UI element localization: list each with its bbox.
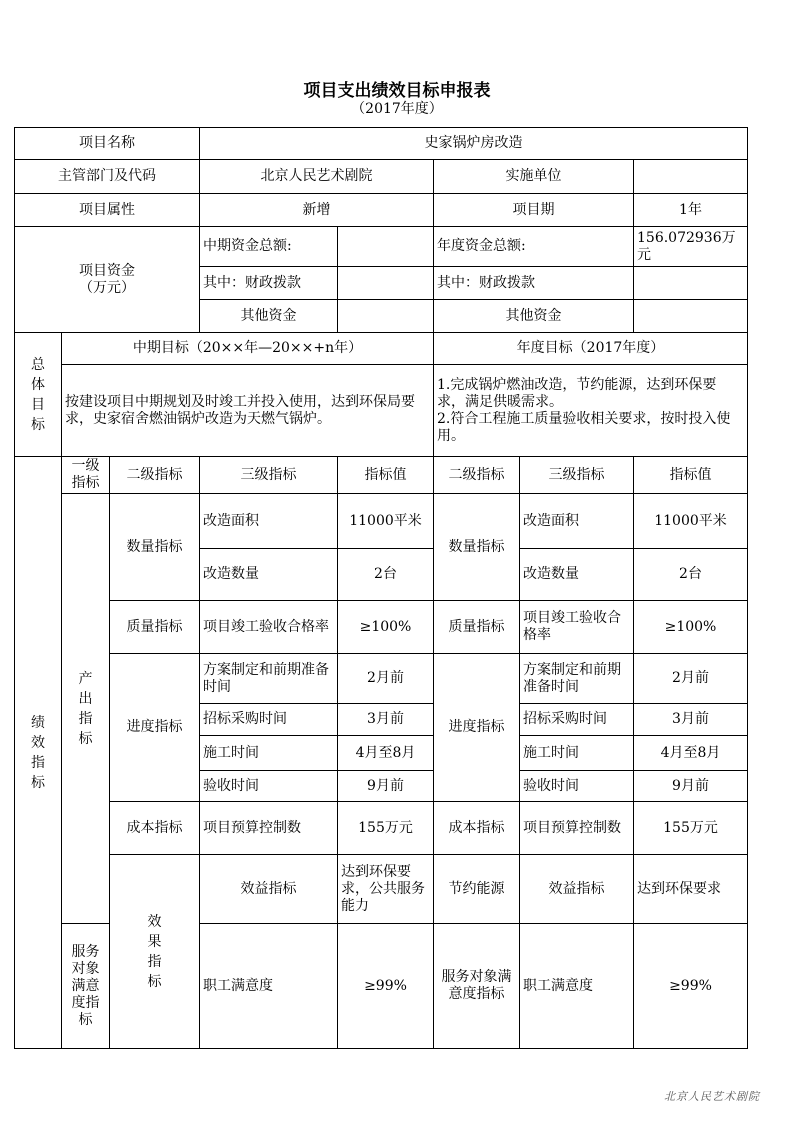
impl-unit-value <box>634 160 748 194</box>
output-indicator-label <box>62 494 110 924</box>
annual-item-1: 改造面积 <box>520 494 634 549</box>
mid-other-label: 其他资金 <box>200 300 338 333</box>
annual-goal-line-2: 2.符合工程施工质量验收相关要求，按时投入使用。 <box>437 410 731 444</box>
annual-value-4: 2月前 <box>634 654 748 704</box>
annual-item-10: 职工满意度 <box>520 924 634 1049</box>
funds-label <box>15 227 200 333</box>
progress-indicator-annual: 进度指标 <box>434 654 520 802</box>
annual-value-7: 9月前 <box>634 771 748 802</box>
quantity-indicator-annual: 数量指标 <box>434 494 520 601</box>
annual-item-5: 招标采购时间 <box>520 704 634 736</box>
project-name-label: 项目名称 <box>15 128 200 160</box>
watermark-stamp <box>664 1088 784 1112</box>
annual-item-6: 施工时间 <box>520 736 634 771</box>
benefit-indicator-annual: 效益指标 <box>520 855 634 924</box>
quality-indicator-mid: 质量指标 <box>110 601 200 654</box>
performance-target-table <box>14 127 748 1049</box>
mid-fiscal-label: 其中：财政拨款 <box>200 267 338 300</box>
page-subtitle: （2017年度） <box>351 101 443 117</box>
col-level3-mid: 三级指标 <box>200 457 338 494</box>
mid-value-8: 155万元 <box>338 802 434 855</box>
col-level1: 一级指标 <box>62 457 110 494</box>
col-value-annual: 指标值 <box>634 457 748 494</box>
quantity-indicator-mid: 数量指标 <box>110 494 200 601</box>
annual-item-9: 达到环保要求 <box>634 855 748 924</box>
annual-total-label: 年度资金总额: <box>434 227 634 267</box>
mid-value-2: 2台 <box>338 549 434 601</box>
mid-value-1: 11000平米 <box>338 494 434 549</box>
project-period-value: 1年 <box>634 194 748 227</box>
annual-item-8: 项目预算控制数 <box>520 802 634 855</box>
annual-item-7: 验收时间 <box>520 771 634 802</box>
mid-item-5: 招标采购时间 <box>200 704 338 736</box>
mid-goal-header: 中期目标（20××年—20××+n年） <box>62 333 434 365</box>
mid-item-1: 改造面积 <box>200 494 338 549</box>
project-attr-label: 项目属性 <box>15 194 200 227</box>
perf-side-text: 绩效指标 <box>31 714 45 791</box>
overall-side-text: 总体目标 <box>31 356 45 433</box>
funds-label-line2: （万元） <box>79 279 135 296</box>
mid-other-value <box>338 300 434 333</box>
satisfaction-indicator-mid: 服务对象满意度指标 <box>62 924 110 1049</box>
annual-other-value <box>634 300 748 333</box>
funds-label-line1: 项目资金 <box>79 262 135 279</box>
annual-value-1: 11000平米 <box>634 494 748 549</box>
quality-indicator-annual: 质量指标 <box>434 601 520 654</box>
page-title: 项目支出绩效目标申报表 <box>303 81 491 101</box>
mid-goal-text: 按建设项目中期规划及时竣工并投入使用，达到环保局要求，史家宿舍燃油锅炉改造为天燃气锅炉。 <box>62 365 434 457</box>
progress-indicator-mid: 进度指标 <box>110 654 200 802</box>
mid-total-value <box>338 227 434 267</box>
watermark-stamp-text: 北京人民艺术剧院 <box>664 1090 760 1103</box>
mid-item-2: 改造数量 <box>200 549 338 601</box>
benefit-indicator-mid: 效益指标 <box>200 855 338 924</box>
annual-fiscal-label: 其中：财政拨款 <box>434 267 634 300</box>
mid-value-4: 2月前 <box>338 654 434 704</box>
annual-value-2: 2台 <box>634 549 748 601</box>
col-level2-annual: 二级指标 <box>434 457 520 494</box>
mid-fiscal-value <box>338 267 434 300</box>
mid-value-6: 4月至8月 <box>338 736 434 771</box>
annual-value-3: ≥100% <box>634 601 748 654</box>
effect-side-text: 效果指标 <box>147 913 162 990</box>
impl-unit-label: 实施单位 <box>434 160 634 194</box>
annual-fiscal-value <box>634 267 748 300</box>
mid-item-4: 方案制定和前期准备时间 <box>200 654 338 704</box>
annual-item-4: 方案制定和前期准备时间 <box>520 654 634 704</box>
mid-item-8: 项目预算控制数 <box>200 802 338 855</box>
mid-item-3: 项目竣工验收合格率 <box>200 601 338 654</box>
annual-goal-line-1: 1.完成锅炉燃油改造，节约能源，达到环保要求，满足供暖需求。 <box>437 376 717 410</box>
dept-label: 主管部门及代码 <box>15 160 200 194</box>
project-attr-value: 新增 <box>200 194 434 227</box>
annual-value-8: 155万元 <box>634 802 748 855</box>
mid-value-5: 3月前 <box>338 704 434 736</box>
col-value-mid: 指标值 <box>338 457 434 494</box>
annual-total-value: 156.072936万元 <box>634 227 748 267</box>
annual-item-2: 改造数量 <box>520 549 634 601</box>
annual-item-3: 项目竣工验收合格率 <box>520 601 634 654</box>
mid-value-3: ≥100% <box>338 601 434 654</box>
mid-value-10: ≥99% <box>338 924 434 1049</box>
mid-item-10: 职工满意度 <box>200 924 338 1049</box>
mid-value-7: 9月前 <box>338 771 434 802</box>
cost-indicator-mid: 成本指标 <box>110 802 200 855</box>
output-side-text: 产出指标 <box>78 670 93 747</box>
project-period-label: 项目期 <box>434 194 634 227</box>
cost-indicator-annual: 成本指标 <box>434 802 520 855</box>
mid-value-9: 节约能源 <box>434 855 520 924</box>
mid-item-6: 施工时间 <box>200 736 338 771</box>
annual-goal-header: 年度目标（2017年度） <box>434 333 748 365</box>
annual-goal-text <box>434 365 748 457</box>
col-level3-annual: 三级指标 <box>520 457 634 494</box>
mid-item-9: 达到环保要求，公共服务能力 <box>338 855 434 924</box>
mid-item-7: 验收时间 <box>200 771 338 802</box>
dept-value: 北京人民艺术剧院 <box>200 160 434 194</box>
overall-goal-side-label <box>15 333 62 457</box>
project-name-value: 史家锅炉房改造 <box>200 128 748 160</box>
satisfaction-indicator-annual: 服务对象满意度指标 <box>434 924 520 1049</box>
annual-value-10: ≥99% <box>634 924 748 1049</box>
mid-total-label: 中期资金总额: <box>200 227 338 267</box>
col-level2-mid: 二级指标 <box>110 457 200 494</box>
effect-indicator-label <box>110 855 200 1049</box>
performance-side-label <box>15 457 62 1049</box>
annual-value-5: 3月前 <box>634 704 748 736</box>
annual-value-6: 4月至8月 <box>634 736 748 771</box>
annual-other-label: 其他资金 <box>434 300 634 333</box>
